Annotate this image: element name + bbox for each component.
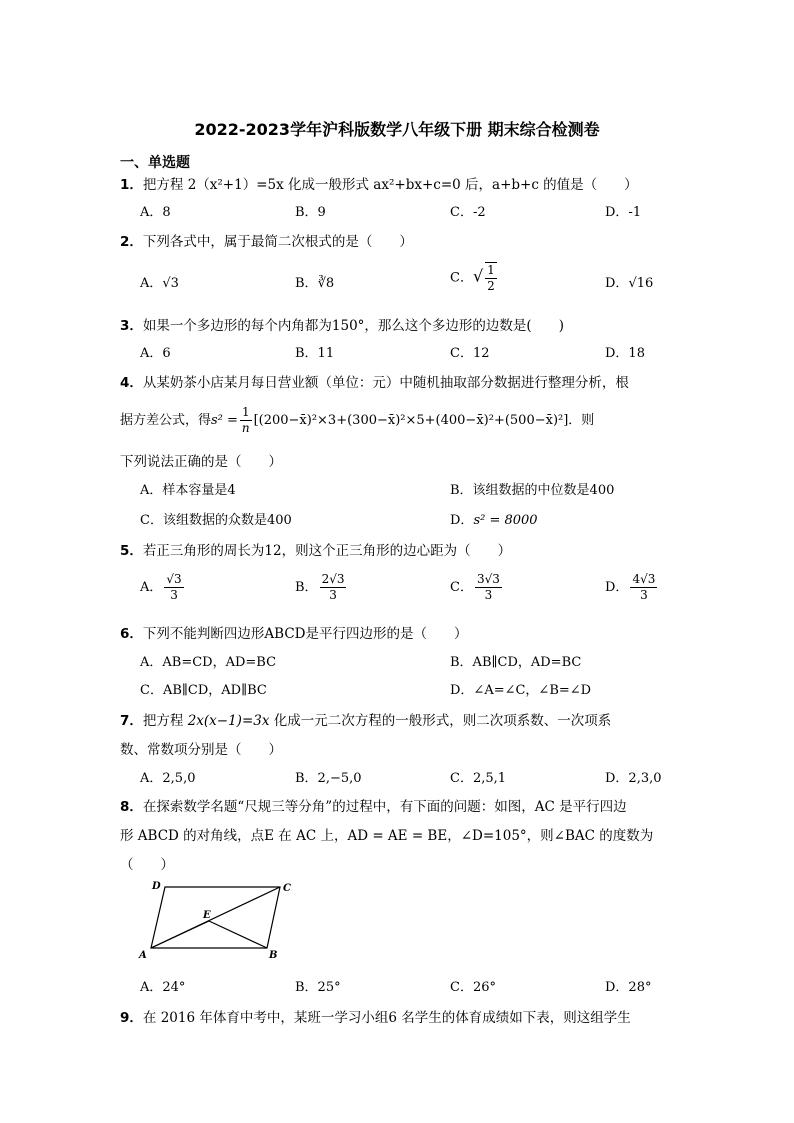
option-a[interactable]: A．24° bbox=[140, 980, 186, 995]
segment-eb bbox=[209, 921, 267, 948]
option-c[interactable]: C． $\frac{3√3}{3}$ bbox=[450, 572, 500, 602]
section-heading: 一、单选题 bbox=[120, 155, 190, 171]
option-a[interactable]: A． $\frac{√3}{3}$ bbox=[140, 572, 182, 602]
option-d[interactable]: D． $\frac{4√3}{3}$ bbox=[605, 572, 656, 602]
option-c[interactable]: C．该组数据的众数是400 bbox=[140, 513, 292, 528]
label-d: D bbox=[152, 881, 161, 892]
question-8-line3: （ ） bbox=[120, 857, 174, 873]
question-4-formula: 据方差公式，得s² = $\frac{1}{n}$ [(200−x̄)²×3+(300−x̄)²×5+(400−x̄)²+(500−x̄)²]．则 bbox=[120, 405, 595, 435]
question-4: 4．从某奶茶小店某月每日营业额（单位：元）中随机抽取部分数据进行整理分析，根 bbox=[120, 375, 629, 391]
option-d[interactable]: D．s² = 8000 bbox=[450, 513, 538, 528]
label-a: A bbox=[139, 950, 147, 960]
option-b[interactable]: B．2,−5,0 bbox=[295, 771, 362, 786]
option-a[interactable]: A．√3 bbox=[140, 276, 179, 291]
option-c[interactable]: C．√ $\frac{1}{2}$ bbox=[450, 263, 495, 293]
option-b[interactable]: B．∛8 bbox=[295, 276, 335, 291]
question-1: 1．把方程 2（x²+1）=5x 化成一般形式 ax²+bx+c=0 后，a+b+c 的值是（ ） bbox=[120, 177, 638, 193]
option-d[interactable]: D．√16 bbox=[605, 276, 654, 291]
option-b[interactable]: B．9 bbox=[295, 205, 326, 220]
segment-ae bbox=[151, 921, 209, 948]
question-6: 6．下列不能判断四边形ABCD是平行四边形的是（ ） bbox=[120, 626, 468, 642]
label-c: C bbox=[283, 883, 291, 894]
parallelogram-figure bbox=[132, 878, 302, 960]
option-c[interactable]: C．AB∥CD，AD∥BC bbox=[140, 683, 267, 698]
question-2: 2．下列各式中，属于最简二次根式的是（ ） bbox=[120, 234, 413, 250]
question-5: 5．若正三角形的周长为12，则这个正三角形的边心距为（ ） bbox=[120, 543, 512, 559]
question-4-line3: 下列说法正确的是（ ） bbox=[120, 454, 282, 470]
option-b[interactable]: B． $\frac{2√3}{3}$ bbox=[295, 572, 345, 602]
option-a[interactable]: A．2,5,0 bbox=[140, 771, 196, 786]
option-b[interactable]: B．25° bbox=[295, 980, 341, 995]
option-a[interactable]: A．6 bbox=[140, 346, 171, 361]
question-8: 8．在探索数学名题“尺规三等分角”的过程中，有下面的问题：如图，AC 是平行四边 bbox=[120, 799, 627, 815]
option-b[interactable]: B．AB∥CD，AD=BC bbox=[450, 655, 582, 670]
option-c[interactable]: C．26° bbox=[450, 980, 496, 995]
option-b[interactable]: B．11 bbox=[295, 346, 335, 361]
option-c[interactable]: C．2,5,1 bbox=[450, 771, 507, 786]
option-a[interactable]: A．AB=CD，AD=BC bbox=[140, 655, 277, 670]
option-d[interactable]: D．18 bbox=[605, 346, 645, 361]
question-7: 7．把方程 2x(x−1)=3x 化成一元二次方程的一般形式，则二次项系数、一次项系 bbox=[120, 713, 612, 729]
question-9: 9．在 2016 年体育中考中，某班一学习小组6 名学生的体育成绩如下表，则这组学生 bbox=[120, 1010, 631, 1026]
option-d[interactable]: D．28° bbox=[605, 980, 652, 995]
option-d[interactable]: D．2,3,0 bbox=[605, 771, 662, 786]
question-7-line2: 数、常数项分别是（ ） bbox=[120, 742, 282, 758]
question-8-line2: 形 ABCD 的对角线，点E 在 AC 上，AD = AE = BE，∠D=105°，则∠BAC 的度数为 bbox=[120, 828, 654, 844]
option-d[interactable]: D．-1 bbox=[605, 205, 642, 220]
option-c[interactable]: C．12 bbox=[450, 346, 490, 361]
page-title: 2022-2023学年沪科版数学八年级下册 期末综合检测卷 bbox=[194, 120, 600, 139]
label-e: E bbox=[203, 910, 211, 921]
option-c[interactable]: C．-2 bbox=[450, 205, 486, 220]
option-a[interactable]: A．样本容量是4 bbox=[140, 483, 236, 498]
option-a[interactable]: A．8 bbox=[140, 205, 171, 220]
option-d[interactable]: D．∠A=∠C，∠B=∠D bbox=[450, 683, 592, 698]
label-b: B bbox=[269, 950, 278, 960]
question-3: 3．如果一个多边形的每个内角都为150°，那么这个多边形的边数是( ) bbox=[120, 318, 564, 334]
option-b[interactable]: B．该组数据的中位数是400 bbox=[450, 483, 615, 498]
